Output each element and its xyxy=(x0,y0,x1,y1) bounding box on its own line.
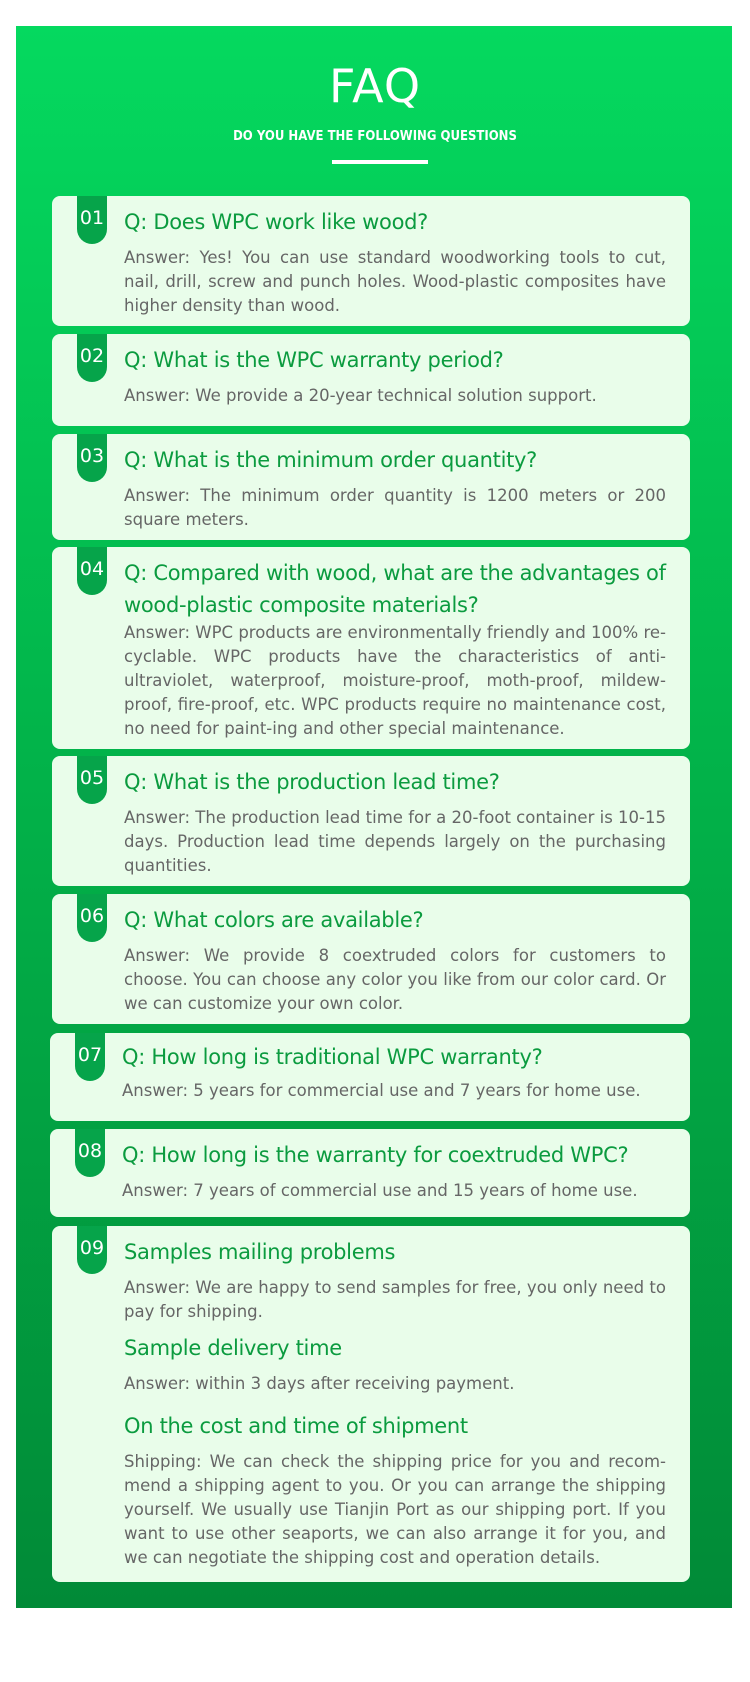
question-text: Q: Compared with wood, what are the advantages of wood-plastic composite materials? xyxy=(124,561,666,617)
number-badge: 09 xyxy=(77,1226,107,1274)
number-badge: 05 xyxy=(77,756,107,804)
question-text: Q: What is the production lead time? xyxy=(124,770,500,794)
faq-item-09 xyxy=(52,1226,690,1582)
answer-text: Answer: 7 years of commercial use and 15 years of home use. xyxy=(122,1181,638,1200)
answer-text: Answer: The production lead time for a 20-foot container is 10-15 days. Production lead time depends largely on the purchasing quantities. xyxy=(124,808,666,875)
number-badge: 04 xyxy=(77,547,107,595)
title-underline xyxy=(332,160,428,164)
faq-item-07 xyxy=(50,1033,690,1121)
question-text: Q: What colors are available? xyxy=(124,908,424,932)
faq-item-04 xyxy=(52,547,690,749)
faq-item-06 xyxy=(52,894,690,1024)
number-badge: 01 xyxy=(77,196,107,244)
number-badge: 02 xyxy=(77,334,107,382)
number-badge: 07 xyxy=(75,1033,105,1081)
answer-text: Answer: We provide 8 coextruded colors for customers to choose. You can choose any color you like from our color card. Or we can customize your own color. xyxy=(124,946,666,1013)
section-text: Answer: within 3 days after receiving payment. xyxy=(124,1374,515,1393)
faq-item-08 xyxy=(50,1129,690,1217)
question-text: Q: What is the minimum order quantity? xyxy=(124,448,538,472)
faq-item-02 xyxy=(52,334,690,426)
page-title: FAQ xyxy=(328,59,422,113)
number-badge: 08 xyxy=(75,1129,105,1177)
answer-text: Answer: The minimum order quantity is 1200 meters or 200 square meters. xyxy=(124,486,666,529)
section-heading: Samples mailing problems xyxy=(124,1240,396,1264)
answer-text: Answer: 5 years for commercial use and 7 years for home use. xyxy=(122,1081,641,1100)
answer-text: Answer: We provide a 20-year technical solution support. xyxy=(124,386,597,405)
number-badge: 03 xyxy=(77,434,107,482)
question-text: Q: Does WPC work like wood? xyxy=(124,210,429,234)
page-subtitle: DO YOU HAVE THE FOLLOWING QUESTIONS xyxy=(233,129,517,144)
question-text: Q: How long is traditional WPC warranty? xyxy=(122,1045,543,1069)
faq-item-03 xyxy=(52,434,690,540)
number-badge: 06 xyxy=(77,894,107,942)
faq-item-05 xyxy=(52,756,690,886)
question-text: Q: What is the WPC warranty period? xyxy=(124,348,504,372)
answer-text: Answer: Yes! You can use standard woodworking tools to cut, nail, drill, screw and punch holes. Wood-plastic composites have higher density than wood. xyxy=(124,248,666,315)
section-text: Shipping: We can check the shipping price for you and recom-mend a shipping agent to you. Or you can arrange the shipping yourself. We usually use Tianjin Port as our shipping port. If you want to use other seaports, we can also arrange it for you, and we can negotiate the shipping cost and operation details. xyxy=(124,1452,666,1567)
answer-text: Answer: WPC products are environmentally friendly and 100% re-cyclable. WPC products have the characteristics of anti-ultraviolet, waterproof, moisture-proof, moth-proof, mildew-proof, fire-proof, etc. WPC products require no maintenance cost, no need for paint-ing and other special maintenance. xyxy=(124,623,667,738)
section-text: Answer: We are happy to send samples for free, you only need to pay for shipping. xyxy=(124,1278,666,1321)
section-heading: On the cost and time of shipment xyxy=(124,1414,468,1438)
faq-item-01 xyxy=(52,196,690,326)
section-heading: Sample delivery time xyxy=(124,1336,342,1360)
question-text: Q: How long is the warranty for coextruded WPC? xyxy=(122,1143,629,1167)
